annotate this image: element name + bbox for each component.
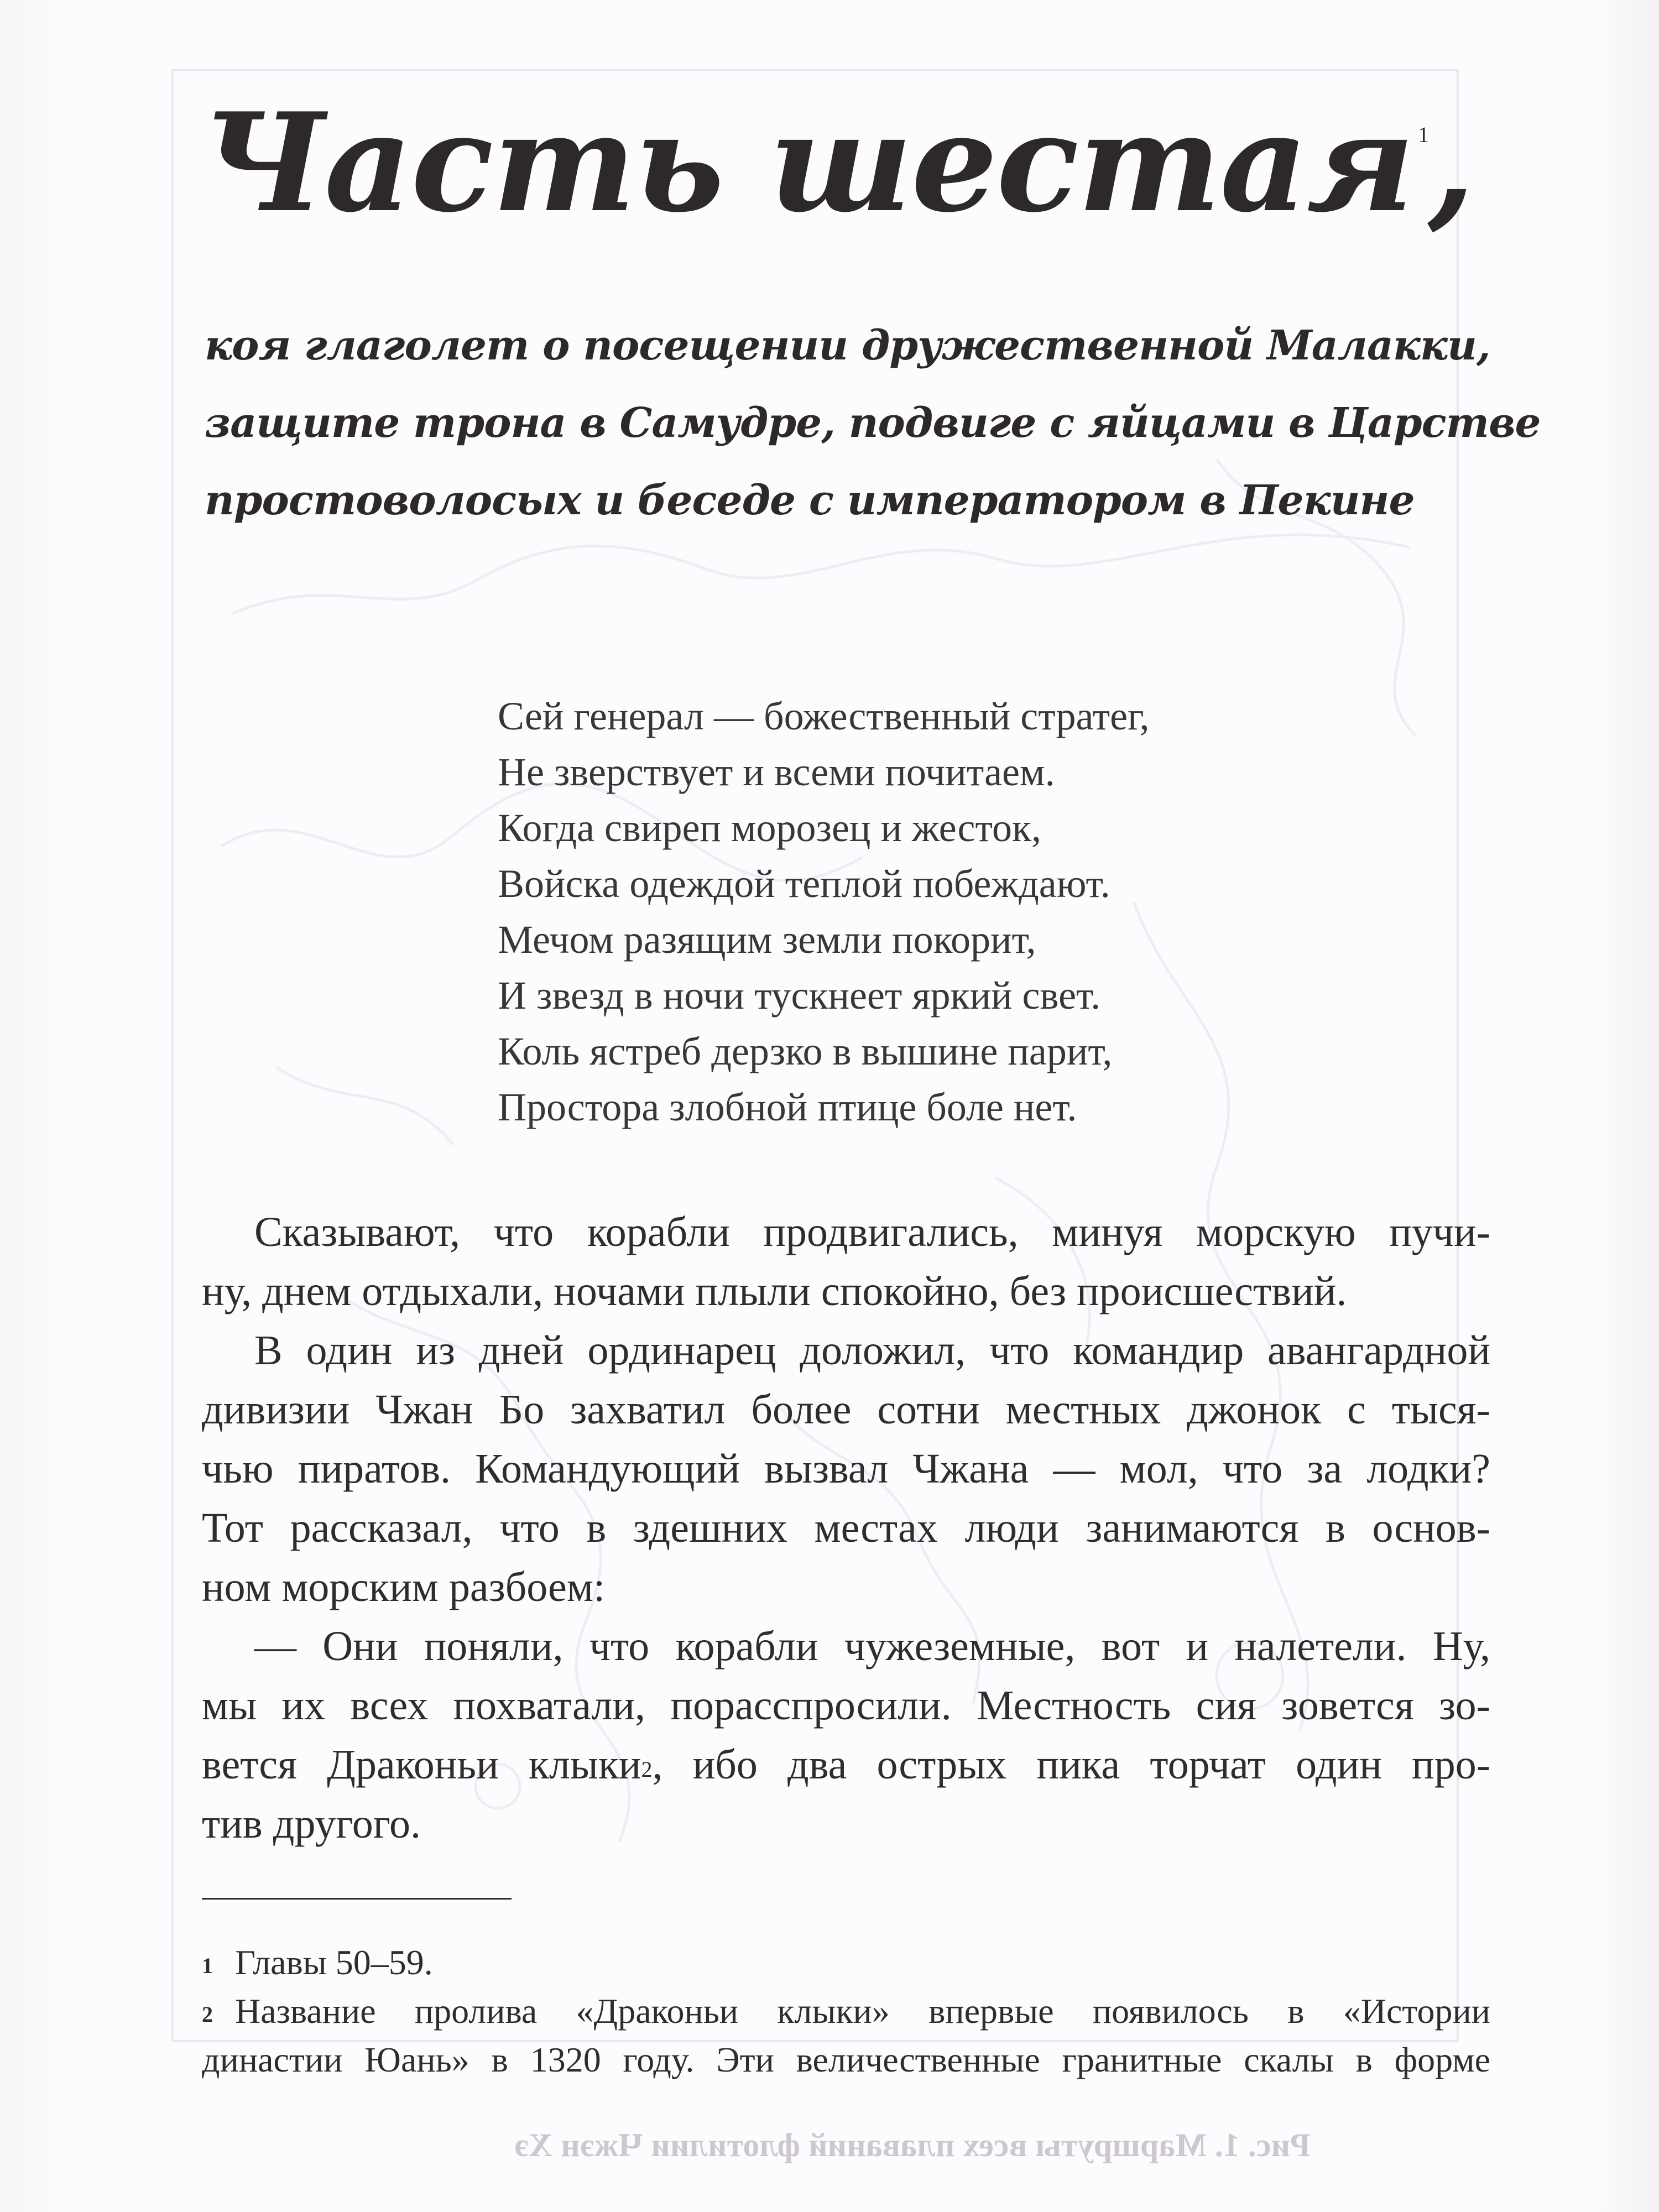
footnotes [202,1938,1490,2084]
poem-line: Простора злобной птице боле нет. [498,1085,1077,1129]
subtitle-line: простоволосых и беседе с императором в Пекине [205,477,1415,524]
poem-line: И звезд в ночи тускнеет яркий свет. [498,973,1101,1018]
footnote-1 [202,1938,1490,1987]
body-line: ном морским разбоем: [202,1564,606,1610]
body-line: чью пиратов. Командующий вызвал Чжана — мол, что за лодки? [202,1446,1490,1492]
poem-line: Коль ястреб дерзко в вышине парит, [498,1029,1113,1073]
body-line-start: вется Драконьи клыки [202,1741,641,1788]
footnote-number: 2 [202,2002,213,2027]
chapter-title-comma: , [1428,83,1474,242]
body-footnote-ref: 2 [641,1757,653,1782]
chapter-title [202,83,1474,242]
body-line-with-note [202,1735,1490,1794]
body-line: Сказывают, что корабли продвигались, минуя морскую пучи- [254,1209,1490,1255]
footnote-2-continued: династии Юань» в 1320 году. Эти величественные гранитные скалы в форме [202,2040,1490,2079]
body-line: ну, днем отдыхали, ночами плыли спокойно, без происшествий. [202,1268,1347,1314]
poem-line: Сей генерал — божественный стратег, [498,694,1150,738]
poem-line: Не зверствует и всеми почитаем. [498,750,1055,794]
body-line: В один из дней ординарец доложил, что командир авангардной [254,1327,1490,1374]
subtitle-line: защите трона в Самудре, подвиге с яйцами в Царстве [205,399,1541,447]
body-line: дивизии Чжан Бо захватил более сотни местных джонок с тыся- [202,1386,1490,1433]
body-line: тив другого. [202,1801,421,1847]
poem-line: Войска одеждой теплой побеждают. [498,862,1110,906]
subtitle-line: коя глаголет о посещении дружественной Малакки, [205,322,1490,369]
title-footnote-ref: 1 [1418,122,1428,147]
footnote-number: 1 [202,1953,213,1978]
poem-line: Мечом разящим земли покорит, [498,917,1036,962]
body-line: мы их всех похватали, порасспросили. Местность сия зовется зо- [202,1682,1490,1729]
chapter-subtitle [205,307,1541,539]
poem-line: Когда свиреп морозец и жесток, [498,806,1041,850]
body-line: — Они поняли, что корабли чужеземные, вот и налетели. Ну, [254,1623,1490,1670]
epigraph-poem [498,688,1149,1135]
body-line-end: , ибо два острых пика торчат один про- [652,1741,1491,1788]
body-line: Тот рассказал, что в здешних местах люди занимаются в основ- [202,1505,1490,1551]
body-text [202,1203,1490,1854]
bleed-through-caption: Рис. 1. Маршруты всех плаваний флотилии Чжэн Хэ [514,2127,1311,2163]
footnote-divider [202,1898,512,1900]
footnote-text: Главы 50–59. [235,1943,433,1982]
footnote-2 [202,1987,1490,2036]
chapter-title-text: Часть шестая [202,83,1414,242]
footnote-text: Название пролива «Драконьи клыки» впервые появилось в «Истории [235,1991,1490,2031]
